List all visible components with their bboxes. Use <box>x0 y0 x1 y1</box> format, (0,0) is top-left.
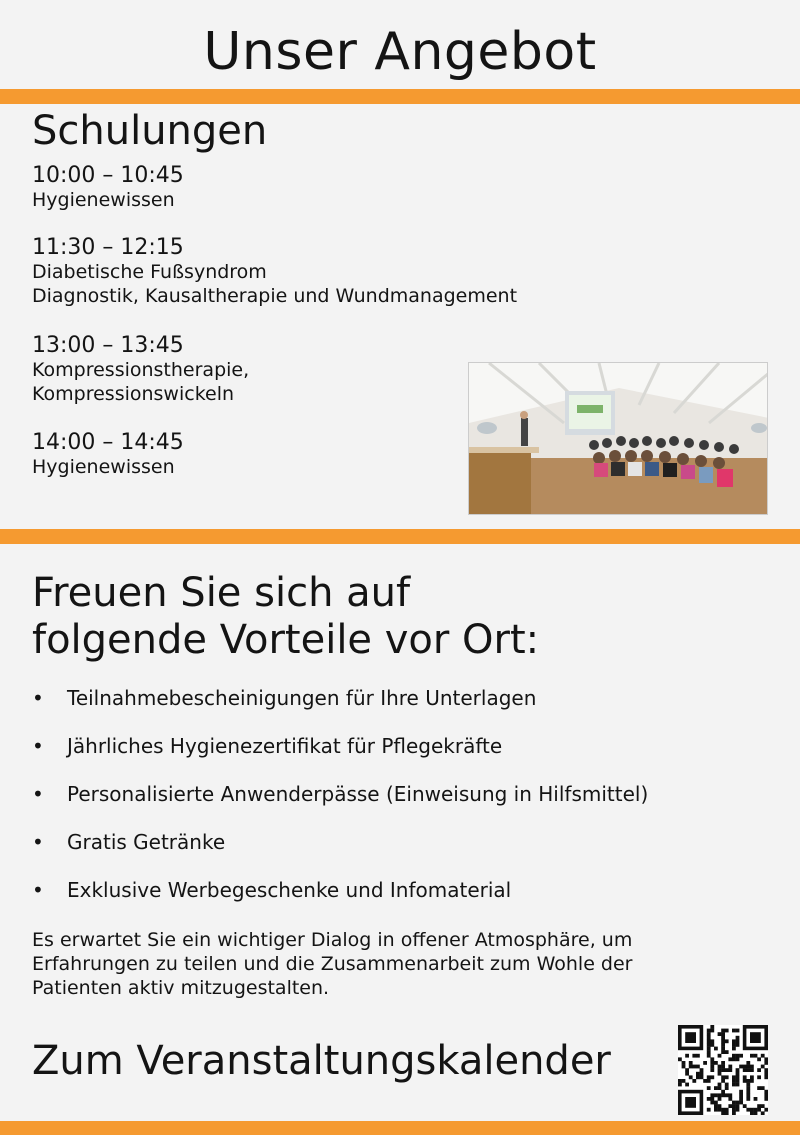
benefits-heading-line: Freuen Sie sich auf <box>32 570 411 616</box>
closing-paragraph <box>32 928 762 1000</box>
session-item <box>32 163 632 212</box>
session-time: 10:00 – 10:45 <box>32 163 184 188</box>
middle-accent-bar <box>0 529 800 544</box>
schulungen-heading: Schulungen <box>32 108 268 154</box>
session-topic: Kompressionswickeln <box>32 383 235 405</box>
benefit-text: Gratis Getränke <box>67 830 226 854</box>
session-item <box>32 235 632 308</box>
session-time: 11:30 – 12:15 <box>32 235 184 260</box>
page-title: Unser Angebot <box>203 22 597 82</box>
benefits-heading-line: folgende Vorteile vor Ort: <box>32 617 540 663</box>
session-topic: Diabetische Fußsyndrom <box>32 261 267 283</box>
top-accent-bar <box>0 89 800 104</box>
bottom-accent-bar <box>0 1121 800 1135</box>
benefit-text: Personalisierte Anwenderpässe (Einweisung in Hilfsmittel) <box>67 782 649 806</box>
benefit-text: Teilnahmebescheinigungen für Ihre Unterlagen <box>67 686 537 710</box>
closing-line: Erfahrungen zu teilen und die Zusammenarbeit zum Wohle der <box>32 953 633 975</box>
session-topic: Hygienewissen <box>32 456 175 478</box>
session-topic: Diagnostik, Kausaltherapie und Wundmanagement <box>32 285 518 307</box>
benefit-text: Jährliches Hygienezertifikat für Pflegekräfte <box>67 734 503 758</box>
session-time: 14:00 – 14:45 <box>32 430 184 455</box>
qr-code-icon[interactable] <box>678 1025 768 1115</box>
closing-line: Es erwartet Sie ein wichtiger Dialog in offener Atmosphäre, um <box>32 929 633 951</box>
bullet-icon: • <box>32 686 44 710</box>
closing-line: Patienten aktiv mitzugestalten. <box>32 977 330 999</box>
bullet-icon: • <box>32 734 44 758</box>
benefit-text: Exklusive Werbegeschenke und Infomaterial <box>67 878 512 902</box>
session-topic: Hygienewissen <box>32 189 175 211</box>
session-time: 13:00 – 13:45 <box>32 333 184 358</box>
event-calendar-link[interactable]: Zum Veranstaltungskalender <box>32 1038 611 1084</box>
seminar-photo <box>468 362 768 515</box>
benefits-heading <box>32 570 539 664</box>
bullet-icon: • <box>32 878 44 902</box>
bullet-icon: • <box>32 830 44 854</box>
bullet-icon: • <box>32 782 44 806</box>
session-topic: Kompressionstherapie, <box>32 359 250 381</box>
